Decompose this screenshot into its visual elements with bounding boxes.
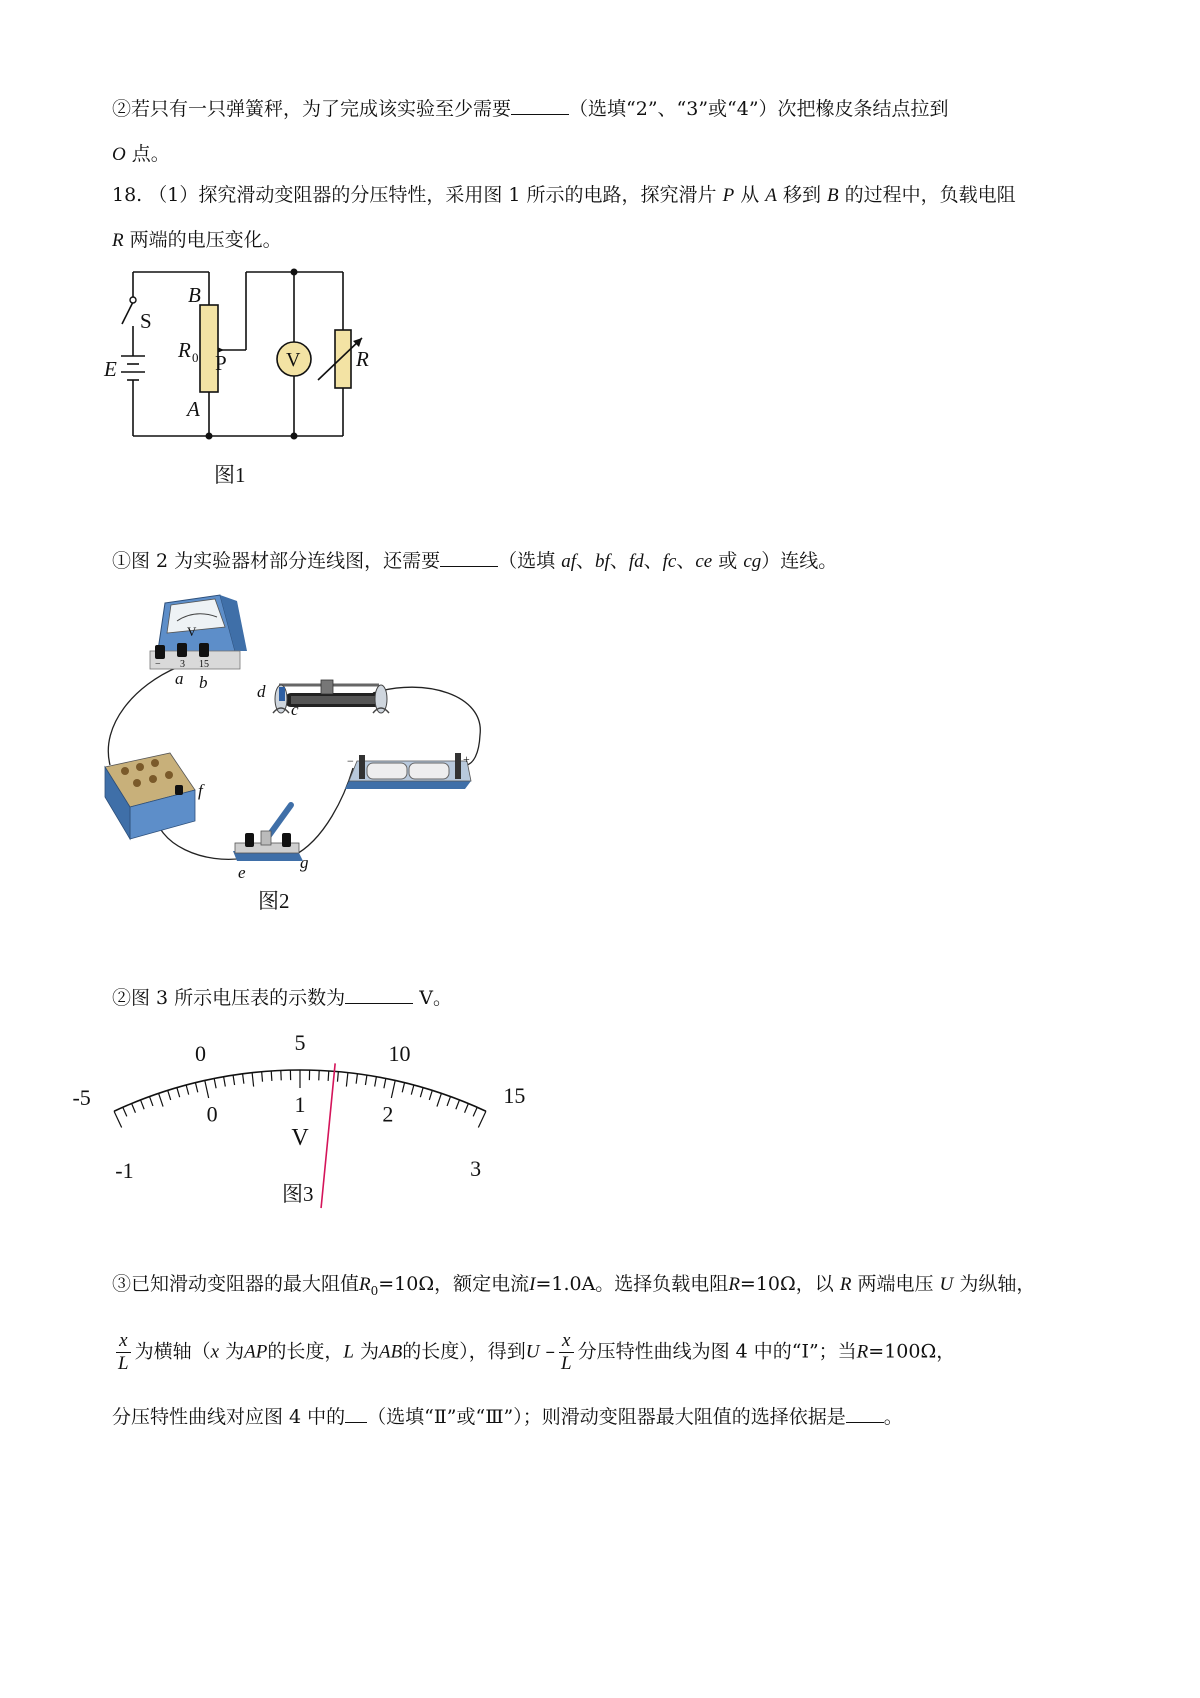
label-e: E xyxy=(104,357,117,381)
q18-text: 18. （1）探究滑动变阻器的分压特性，采用图 1 所示的电路，探究滑片 xyxy=(112,184,717,206)
dial-outer-label: 10 xyxy=(388,1040,411,1066)
dial-tick xyxy=(224,1077,226,1087)
part-3-text: 为 xyxy=(359,1340,379,1363)
dial-tick xyxy=(478,1111,486,1127)
label-r: R xyxy=(356,347,369,371)
var-i: I xyxy=(529,1274,536,1295)
var-l: L xyxy=(343,1341,354,1363)
dial-tick xyxy=(420,1088,423,1098)
dial-inner-label: 3 xyxy=(470,1156,482,1182)
part-3-text: =1.0A。选择负载电阻 xyxy=(535,1273,729,1295)
dial-tick xyxy=(186,1085,189,1095)
dial-tick xyxy=(456,1100,460,1109)
battery-plus-label: + xyxy=(463,752,470,766)
answer-blank[interactable] xyxy=(846,1402,884,1423)
label-b: B xyxy=(188,283,201,307)
dial-tick xyxy=(177,1088,180,1098)
part-3-text: 分压特性曲线为图 4 中的“I”；当 xyxy=(577,1340,857,1363)
q18-line-2 xyxy=(112,226,282,255)
figure-1-circuit xyxy=(100,260,400,490)
dial-inner-label: 0 xyxy=(206,1101,218,1127)
battery-minus-label: − xyxy=(347,754,354,768)
dial-outer-label: 5 xyxy=(294,1030,306,1055)
var-r: R xyxy=(839,1274,852,1295)
battery-holder-device xyxy=(345,752,471,789)
label-b: b xyxy=(199,673,208,692)
label-e: e xyxy=(238,863,246,882)
dial-tick xyxy=(168,1090,171,1100)
q17-text: （选填“2”、“3”或“4”）次把橡皮条结点拉到 xyxy=(569,98,949,120)
part-3-text: =10Ω，以 xyxy=(739,1273,834,1295)
dial-tick xyxy=(195,1083,197,1093)
terminal-15-label: 15 xyxy=(199,659,209,670)
dial-tick xyxy=(132,1103,136,1112)
part-3-text: （选填“Ⅱ”或“Ⅲ”）；则滑动变阻器最大阻值的选择依据是 xyxy=(367,1406,846,1428)
dial-tick xyxy=(337,1072,338,1082)
voltmeter-device xyxy=(150,595,247,670)
dial-tick xyxy=(429,1090,432,1100)
dial-tick xyxy=(150,1097,153,1106)
part-3-text: ③已知滑动变阻器的最大阻值 xyxy=(112,1273,360,1295)
figure-3-caption: 图3 xyxy=(282,1182,314,1206)
dial-tick xyxy=(252,1073,254,1087)
q18-text: 移到 xyxy=(782,184,821,206)
part-3-text: 为 xyxy=(225,1340,245,1363)
dial-tick xyxy=(465,1103,469,1112)
part-1-text: 或 xyxy=(718,550,738,572)
dial-tick xyxy=(391,1080,395,1098)
point-label: O xyxy=(112,144,126,165)
q17-line-2 xyxy=(112,140,170,169)
option-cg: cg xyxy=(743,551,762,572)
part-3-line-2 xyxy=(112,1330,955,1375)
dial-tick xyxy=(243,1074,244,1084)
part-3-line-1 xyxy=(112,1270,1035,1305)
dial-tick xyxy=(233,1075,235,1085)
dial-tick xyxy=(328,1071,329,1081)
dash: – xyxy=(545,1340,555,1363)
dial-outer-label: 15 xyxy=(503,1083,526,1109)
terminal-minus-label: − xyxy=(155,659,161,670)
var-p: P xyxy=(722,185,735,206)
part-1-text: ）连线。 xyxy=(761,550,838,572)
label-a: a xyxy=(175,669,184,688)
part-3-text: 的长度），得到 xyxy=(402,1340,526,1363)
label-g: g xyxy=(300,853,309,872)
label-f: f xyxy=(198,781,203,800)
part-1-text: （选填 xyxy=(498,550,556,572)
figure-1-caption: 图1 xyxy=(214,463,246,487)
answer-blank[interactable] xyxy=(511,94,569,115)
dial-tick xyxy=(271,1071,272,1081)
dial-inner-label: -1 xyxy=(115,1158,134,1184)
answer-blank[interactable] xyxy=(440,546,498,567)
dial-outer-label: -5 xyxy=(72,1085,91,1111)
var-u: U xyxy=(525,1341,540,1363)
var-ap: AP xyxy=(244,1341,268,1363)
q18-line-1 xyxy=(112,181,1016,210)
dial-tick xyxy=(159,1093,164,1106)
part-3-text: =100Ω， xyxy=(868,1340,956,1363)
fraction-numerator: x xyxy=(116,1330,131,1353)
dial-tick xyxy=(437,1093,442,1106)
dial-inner-label: 2 xyxy=(382,1101,394,1127)
fraction-denominator: L xyxy=(118,1353,129,1374)
fraction-numerator: x xyxy=(559,1330,574,1353)
dial-tick xyxy=(447,1097,450,1106)
part-1-text: ①图 2 为实验器材部分连线图，还需要 xyxy=(112,550,441,572)
q18-text: 两端的电压变化。 xyxy=(129,229,282,251)
var-r: R xyxy=(856,1341,869,1363)
voltmeter-v-label: V xyxy=(187,624,197,639)
part-3-text: 分压特性曲线对应图 4 中的 xyxy=(112,1406,346,1428)
label-s: S xyxy=(140,309,152,333)
label-r0: R xyxy=(178,338,191,362)
dial-tick xyxy=(356,1074,357,1084)
q18-text: 从 xyxy=(740,184,760,206)
part-3-text: 为横轴（ xyxy=(134,1340,211,1363)
option-ce: ce xyxy=(695,551,713,572)
option-fd: fd xyxy=(628,551,644,572)
answer-blank[interactable] xyxy=(345,983,413,1004)
wire-a-to-f xyxy=(108,667,178,765)
option-af: af xyxy=(561,551,577,572)
label-a: A xyxy=(187,397,200,421)
dial-inner-label: 1 xyxy=(294,1092,306,1117)
dial-tick xyxy=(473,1107,477,1116)
option-fc: fc xyxy=(662,551,677,572)
dial-tick xyxy=(205,1080,209,1098)
dial-tick xyxy=(141,1100,145,1109)
dial-tick xyxy=(384,1078,386,1088)
meter-box-device xyxy=(105,753,195,839)
fraction-x-over-l xyxy=(116,1330,131,1375)
wire-g-to-battery xyxy=(293,768,353,856)
dial-tick xyxy=(375,1077,377,1087)
part-3-text: 。 xyxy=(883,1406,903,1428)
dial-tick xyxy=(365,1075,367,1085)
switch-device xyxy=(233,805,303,861)
var-ab: AB xyxy=(378,1341,403,1363)
var-u: U xyxy=(939,1274,954,1295)
dial-unit-label: V xyxy=(291,1125,309,1151)
figure-2-equipment xyxy=(95,585,515,885)
part-3-text: 的长度， xyxy=(267,1340,344,1363)
part-3-line-3 xyxy=(112,1402,903,1431)
dial-tick xyxy=(114,1111,122,1127)
dial-tick xyxy=(411,1085,414,1095)
var-r: R xyxy=(728,1274,740,1295)
var-r0: R xyxy=(359,1274,371,1295)
label-r0-subscript: 0 xyxy=(192,350,199,365)
var-a: A xyxy=(765,185,777,206)
voltmeter-label: V xyxy=(286,349,301,371)
dial-tick xyxy=(402,1083,404,1093)
part-2-text: ②图 3 所示电压表的示数为 xyxy=(112,987,346,1009)
var-b: B xyxy=(827,185,839,206)
option-bf: bf xyxy=(595,551,610,572)
part-2-line xyxy=(112,983,452,1012)
part-3-text: 为纵轴， xyxy=(959,1273,1036,1295)
var-r: R xyxy=(112,230,124,251)
var-x: x xyxy=(210,1341,220,1363)
dial-tick xyxy=(123,1107,127,1116)
dial-outer-label: 0 xyxy=(194,1040,206,1066)
dial-tick xyxy=(346,1073,348,1087)
part-1-line: ①图 2 为实验器材部分连线图，还需要 （选填 af、bf、fd、fc、ce 或 cg）连线。 xyxy=(112,546,837,576)
terminal-3-label: 3 xyxy=(180,659,185,670)
fraction-x-over-l xyxy=(559,1330,574,1375)
dial-needle xyxy=(321,1063,335,1208)
part-3-text: 两端电压 xyxy=(857,1273,934,1295)
q17-text: 点。 xyxy=(131,143,170,165)
answer-blank[interactable] xyxy=(345,1402,367,1423)
dial-tick xyxy=(262,1072,263,1082)
dial-tick xyxy=(214,1078,216,1088)
figure-2-caption: 图2 xyxy=(258,889,290,913)
q17-text: ②若只有一只弹簧秤，为了完成该实验至少需要 xyxy=(112,98,512,120)
fraction-denominator: L xyxy=(560,1353,572,1374)
label-d: d xyxy=(257,682,266,701)
part-3-text: =10Ω，额定电流 xyxy=(378,1273,530,1295)
var-r0-subscript: 0 xyxy=(370,1283,379,1298)
q18-text: 的过程中，负载电阻 xyxy=(844,184,1016,206)
part-2-text: V。 xyxy=(419,987,452,1009)
label-c: c xyxy=(291,700,299,719)
q17-line-1 xyxy=(112,94,949,123)
label-p: P xyxy=(215,351,227,375)
